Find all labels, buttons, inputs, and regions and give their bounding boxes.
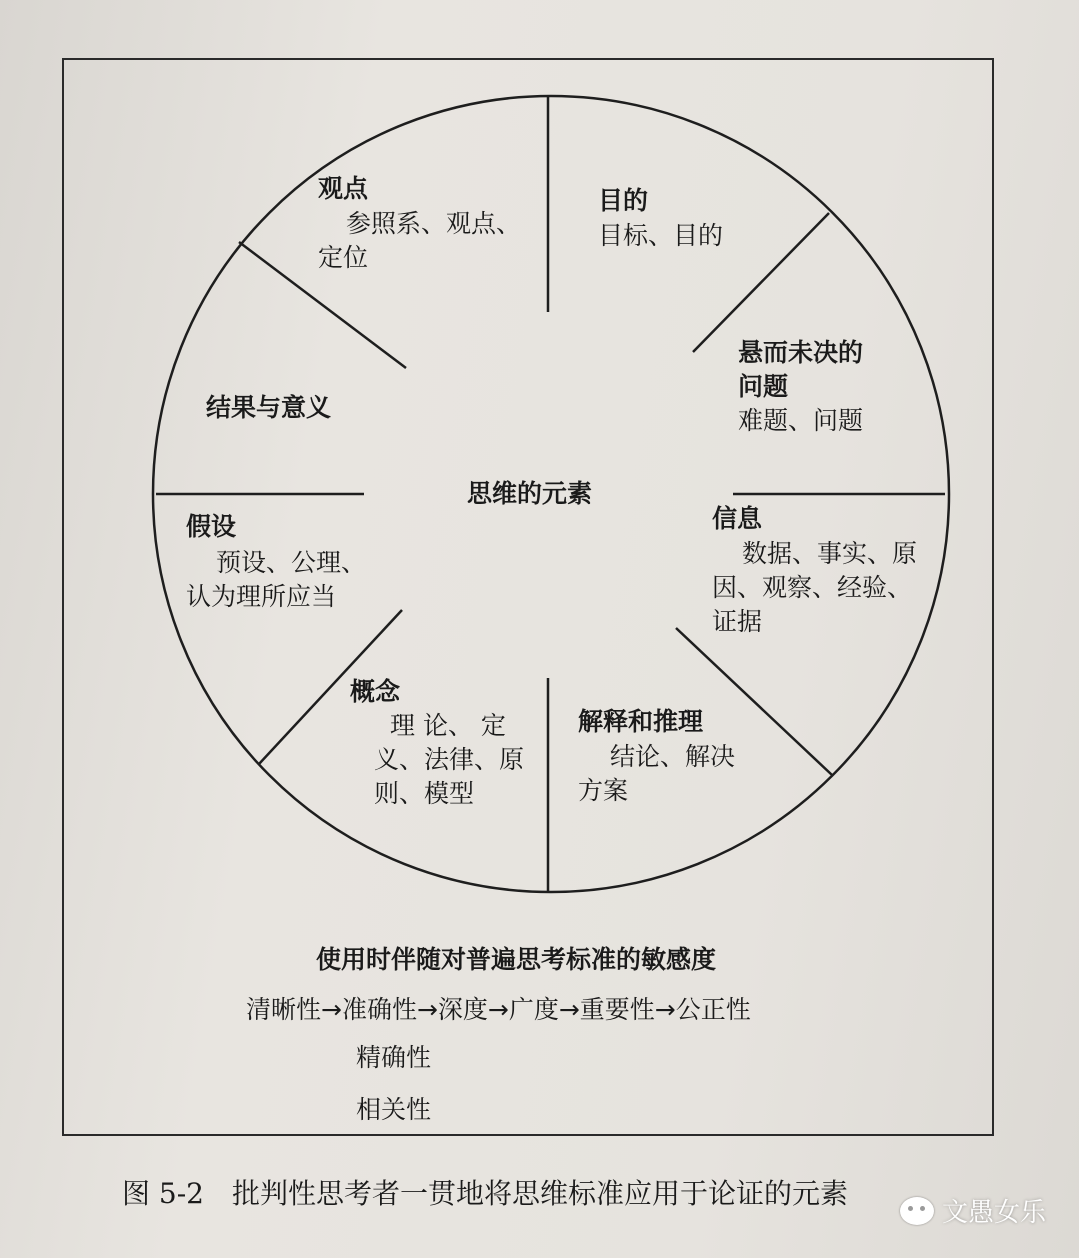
element-inference-title: 解释和推理 bbox=[578, 707, 704, 736]
element-information-desc-3: 证据 bbox=[712, 607, 763, 636]
element-concepts-desc-1: 理 论、 定 bbox=[390, 711, 506, 740]
element-inference-desc-2: 方案 bbox=[578, 776, 629, 805]
element-concepts-desc-2: 义、法律、原 bbox=[374, 745, 525, 774]
wechat-icon bbox=[900, 1197, 934, 1225]
element-question-desc: 难题、问题 bbox=[738, 406, 864, 435]
element-purpose-desc: 目标、目的 bbox=[598, 221, 724, 250]
figure-caption-text: 批判性思考者一贯地将思维标准应用于论证的元素 bbox=[232, 1177, 849, 1210]
element-implications-title: 结果与意义 bbox=[206, 393, 332, 422]
element-purpose-title: 目的 bbox=[598, 186, 649, 215]
element-question-title-2: 问题 bbox=[738, 372, 789, 401]
element-assumptions-desc-2: 认为理所应当 bbox=[186, 582, 337, 611]
element-question-title: 悬而未决的 bbox=[738, 338, 864, 367]
element-information-desc-1: 数据、事实、原 bbox=[742, 539, 918, 568]
standards-chain: 清晰性→准确性→深度→广度→重要性→公正性 bbox=[246, 995, 751, 1024]
element-viewpoint-desc-2: 定位 bbox=[318, 243, 369, 272]
figure-number: 图 5-2 bbox=[122, 1177, 204, 1210]
element-concepts-desc-3: 则、模型 bbox=[374, 779, 475, 808]
watermark-text: 文愚女乐 bbox=[942, 1198, 1047, 1228]
element-assumptions-title: 假设 bbox=[186, 512, 237, 541]
element-information-desc-2: 因、观察、经验、 bbox=[712, 573, 913, 602]
element-information-title: 信息 bbox=[712, 504, 763, 533]
standards-title: 使用时伴随对普遍思考标准的敏感度 bbox=[316, 945, 717, 974]
element-assumptions-desc-1: 预设、公理、 bbox=[216, 548, 367, 577]
figure-caption bbox=[122, 1172, 848, 1212]
standards-precision: 精确性 bbox=[356, 1043, 432, 1072]
watermark bbox=[900, 1192, 1046, 1229]
element-viewpoint-title: 观点 bbox=[318, 174, 369, 203]
element-concepts-title: 概念 bbox=[350, 677, 401, 706]
element-viewpoint-desc-1: 参照系、观点、 bbox=[346, 209, 522, 238]
standards-relevance: 相关性 bbox=[356, 1095, 432, 1124]
element-inference-desc-1: 结论、解决 bbox=[610, 742, 736, 771]
center-label: 思维的元素 bbox=[467, 479, 593, 508]
